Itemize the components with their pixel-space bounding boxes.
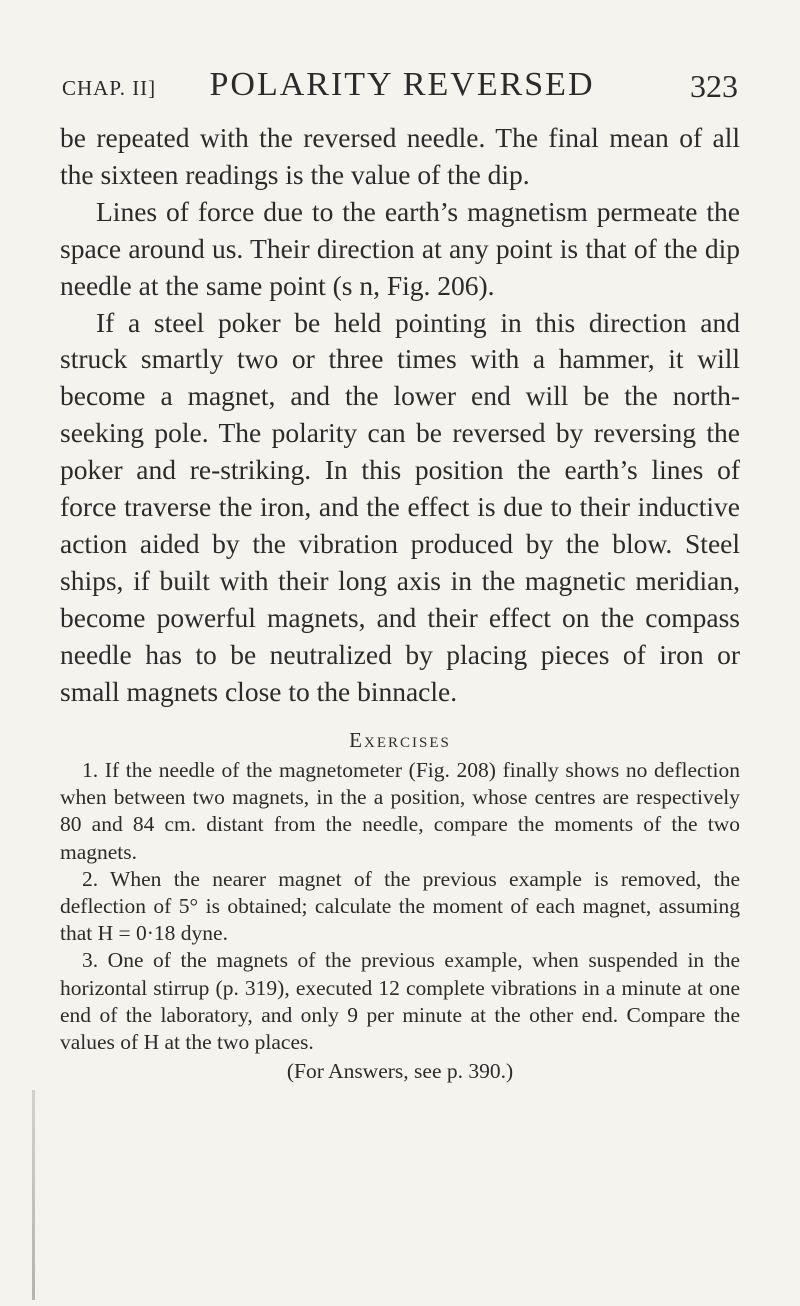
paragraph-continuation: be repeated with the reversed needle. The final mean of all the sixteen readings is the value of the dip.: [60, 122, 740, 190]
page-header: [62, 66, 738, 106]
paragraph-steel-poker: If a steel poker be held pointing in this direction and struck smartly two or three times with a hammer, it will become a magnet, and the lower end will be the north-seeking pole. The polarity can be reversed by reversing the poker and re-striking. In this position the earth’s lines of force traverse the iron, and the effect is due to their inductive action aided by the vibration produced by the blow. Steel ships, if built with their long axis in the magnetic meridian, become powerful magnets, and their effect on the compass needle has to be neutralized by placing pieces of iron or small magnets close to the binnacle.: [60, 306, 740, 707]
exercise-item: 2. When the nearer magnet of the previous example is removed, the deflection of 5° is obtained; calculate the moment of each magnet, assuming that H = 0·18 dyne.: [60, 866, 740, 946]
running-title: POLARITY REVERSED: [209, 66, 595, 103]
binding-shadow: [32, 1090, 35, 1300]
page-number: 323: [690, 68, 738, 104]
exercises-heading: Exercises: [349, 728, 451, 752]
exercise-item: 1. If the needle of the magnetometer (Fig. 208) finally shows no deflection when between two magnets, in the a position, whose centres are respectively 80 and 84 cm. distant from the needle, compare the moments of the two magnets.: [60, 758, 740, 864]
chapter-label: CHAP. II]: [62, 76, 157, 100]
body-text: [60, 120, 740, 711]
exercise-item: 3. One of the magnets of the previous example, when suspended in the horizontal stirrup (p. 319), executed 12 complete vibrations in a minute at one end of the laboratory, and only 9 per minute at the other end. Compare the values of H at the two places.: [60, 948, 740, 1055]
exercises-section: [60, 728, 740, 1085]
answers-note: (For Answers, see p. 390.): [286, 1059, 514, 1084]
paragraph-lines-of-force: Lines of force due to the earth’s magnetism permeate the space around us. Their direction at any point is that of the dip needle at the same point (s n, Fig. 206).: [60, 195, 740, 301]
